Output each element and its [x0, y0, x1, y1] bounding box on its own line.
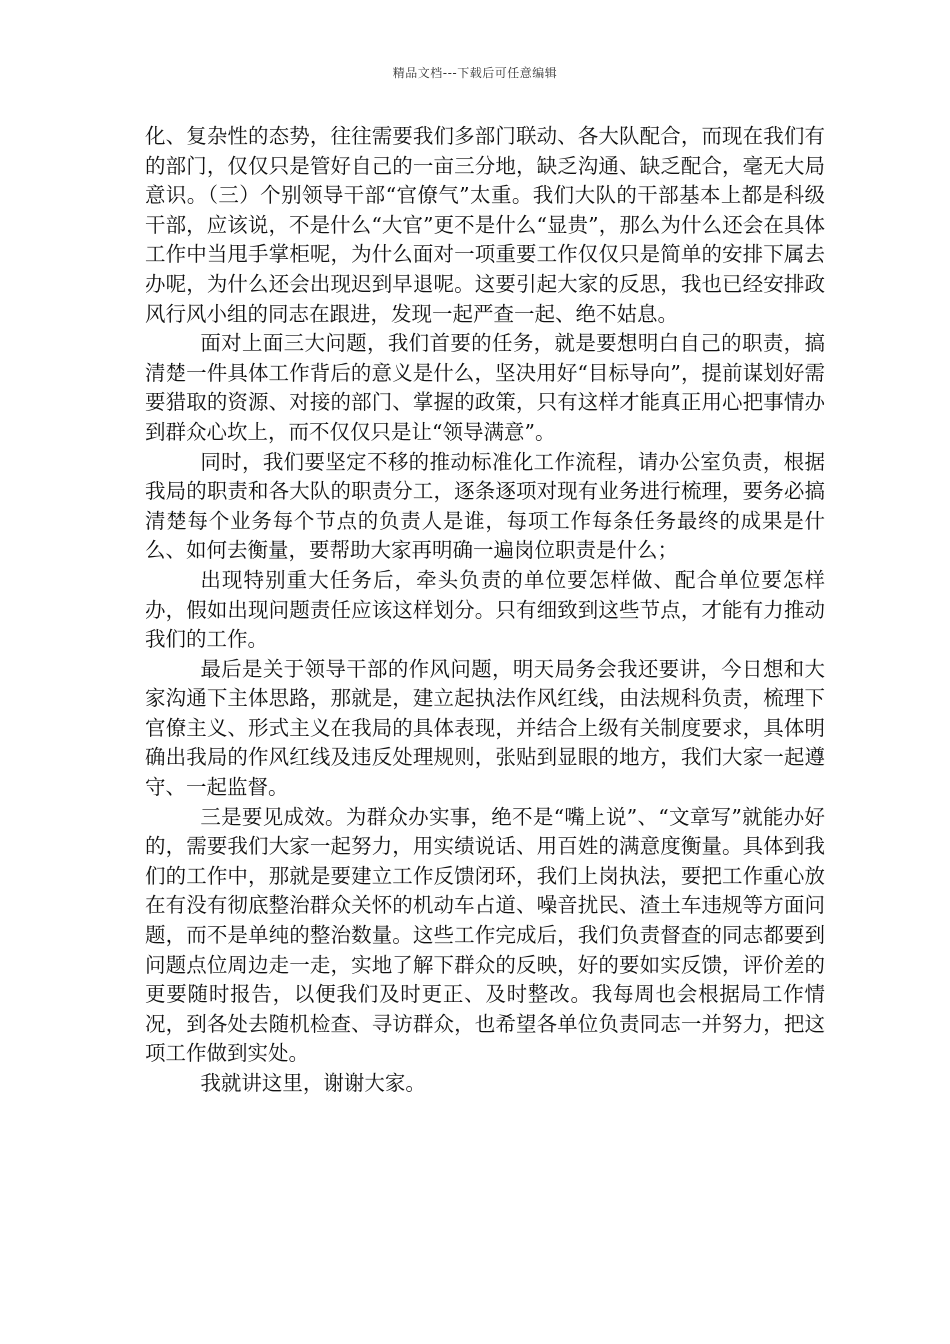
paragraph-continued: 化、复杂性的态势，往往需要我们多部门联动、各大队配合，而现在我们有的部门，仅仅只是管好自己的一亩三分地，缺乏沟通、缺乏配合，毫无大局意识。（三）个别领导干部“官僚气”太重。我们大队的干部基本上都是科级干部，应该说，不是什么“大官”更不是什么“显贵”，那么为什么还会在具体工作中当甩手掌柜呢，为什么面对一项重要工作仅仅只是简单的安排下属去办呢，为什么还会出现迟到早退呢。这要引起大家的反思，我也已经安排政风行风小组的同志在跟进，发现一起严查一起、绝不姑息。: [145, 124, 825, 326]
paragraph-closing: 我就讲这里，谢谢大家。: [200, 1071, 426, 1095]
paragraph: 最后是关于领导干部的作风问题，明天局务会我还要讲，今日想和大家沟通下主体思路，那就是，建立起执法作风红线，由法规科负责，梳理下官僚主义、形式主义在我局的具体表现，并结合上级有关制度要求，具体明确出我局的作风红线及违反处理规则，张贴到显眼的地方，我们大家一起遵守、一起监督。: [145, 656, 825, 800]
paragraph: 三是要见成效。为群众办实事，绝不是“嘴上说”、“文章写”就能办好的，需要我们大家一起努力，用实绩说话、用百姓的满意度衡量。具体到我们的工作中，那就是要建立工作反馈闭环，我们上岗执法，要把工作重心放在有没有彻底整治群众关怀的机动车占道、噪音扰民、渣土车违规等方面问题，而不是单纯的整治数量。这些工作完成后，我们负责督查的同志都要到问题点位周边走一走，实地了解下群众的反映，好的要如实反馈，评价差的更要随时报告，以便我们及时更正、及时整改。我每周也会根据局工作情况，到各处去随机检查、寻访群众，也希望各单位负责同志一并努力，把这项工作做到实处。: [145, 804, 825, 1066]
paragraph: 同时，我们要坚定不移的推动标准化工作流程，请办公室负责，根据我局的职责和各大队的职责分工，逐条逐项对现有业务进行梳理，要务必搞清楚每个业务每个节点的负责人是谁，每项工作每条任务最终的成果是什么、如何去衡量，要帮助大家再明确一遍岗位职责是什么；: [145, 449, 825, 563]
paragraph: 出现特别重大任务后，牵头负责的单位要怎样做、配合单位要怎样办，假如出现问题责任应该这样划分。只有细致到这些节点，才能有力推动我们的工作。: [145, 567, 825, 652]
paragraph: 面对上面三大问题，我们首要的任务，就是要想明白自己的职责，搞清楚一件具体工作背后的意义是什么，坚决用好“目标导向”，提前谋划好需要猎取的资源、对接的部门、掌握的政策，只有这样才能真正用心把事情办到群众心坎上，而不仅仅只是让“领导满意”。: [145, 331, 825, 444]
document-body: [145, 122, 825, 1099]
page-header: 精品文档---下载后可任意编辑: [392, 66, 558, 80]
